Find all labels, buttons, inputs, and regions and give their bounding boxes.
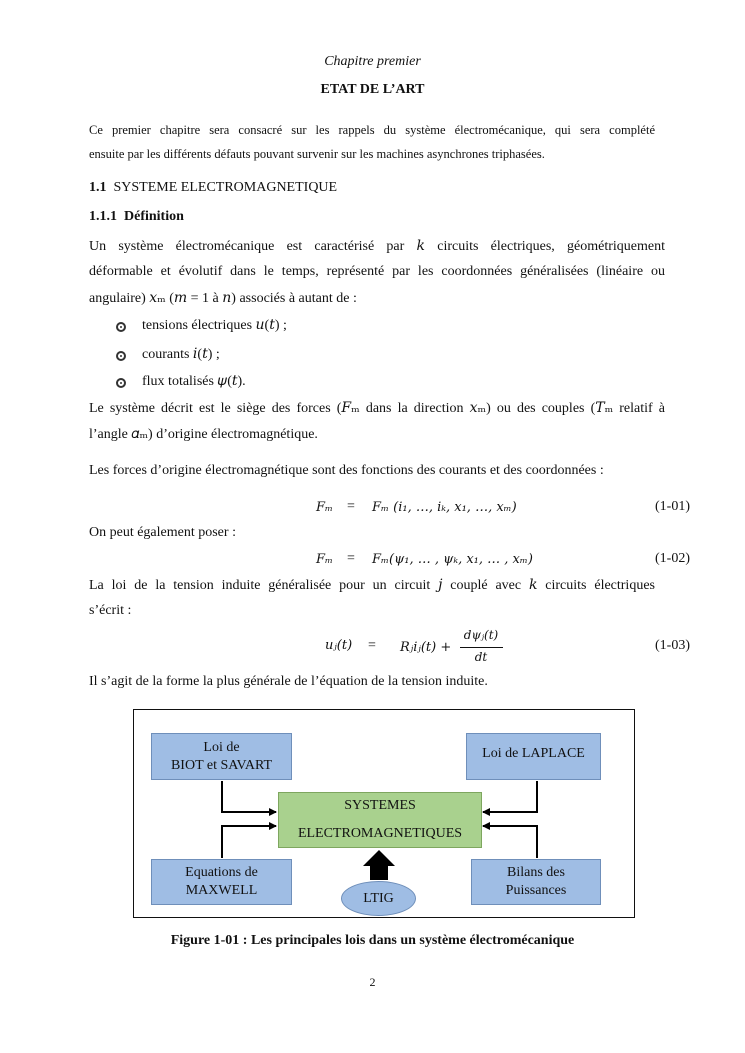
laplace-label: Loi de LAPLACE — [482, 746, 585, 761]
para2-line-2: l’angle 𝛼ₘ) d’origine électromagnétique. — [89, 427, 318, 442]
eq1-number: (1-01) — [655, 499, 690, 514]
chapter-title: ETAT DE L’ART — [320, 82, 425, 97]
box-systemes-electromagnetiques — [278, 792, 482, 848]
eq3-rhs: 𝑅ⱼ𝑖ⱼ(𝑡) + — [400, 640, 452, 655]
chapter-label: Chapitre premier — [324, 54, 421, 69]
para1-line-2: déformable et évolutif dans le temps, représenté par les coordonnées généralisées (linéaire ou — [89, 264, 665, 279]
subsection-number: 1.1.1 — [89, 209, 117, 224]
maxwell-line-2: MAXWELL — [185, 883, 258, 898]
subsection-title: Définition — [124, 209, 184, 224]
para5-line-2: s’écrit : — [89, 603, 132, 618]
eq2-rhs: 𝐹ₘ(𝜓₁, … , 𝜓ₖ, 𝑥₁, … , 𝑥ₘ) — [372, 552, 533, 567]
bilans-line-2: Puissances — [505, 883, 567, 898]
arrow-biot-to-center — [222, 781, 276, 812]
eq1-equals: = — [347, 499, 355, 514]
biot-line-2: BIOT et SAVART — [170, 757, 273, 773]
eq2-number: (1-02) — [655, 551, 690, 566]
box-laplace — [466, 733, 601, 780]
eq3-equals: = — [368, 638, 376, 653]
bullet-item-3: flux totalisés 𝜓(𝑡). — [142, 374, 246, 389]
para2-line-1: Le système décrit est le siège des forces (𝐹ₘ dans la direction 𝑥ₘ) ou des couples (𝑇ₘ relatif à — [89, 401, 665, 416]
arrow-maxwell-to-center — [222, 826, 276, 858]
arrow-laplace-to-center — [483, 781, 537, 812]
bullet-item-2: courants 𝑖(𝑡) ; — [142, 347, 220, 362]
arrow-ltig-to-center — [363, 850, 395, 880]
para6: Il s’agit de la forme la plus générale de l’équation de la tension induite. — [89, 674, 488, 689]
center-line-2: ELECTROMAGNETIQUES — [297, 826, 463, 841]
center-line-1: SYSTEMES — [344, 798, 416, 813]
box-biot-savart — [151, 733, 292, 780]
ltig-label: LTIG — [363, 890, 394, 906]
eq1-lhs: 𝐹ₘ — [316, 500, 333, 515]
intro-line-1: Ce premier chapitre sera consacré sur les rappels du système électromécanique, qui sera complété — [89, 123, 655, 137]
maxwell-line-1: Equations de — [185, 865, 258, 880]
eq2-lhs: 𝐹ₘ — [316, 552, 333, 567]
eq3-fraction-numerator: 𝑑𝜓ⱼ(𝑡) — [463, 628, 499, 642]
intro-line-2: ensuite par les différents défauts pouvant survenir sur les machines asynchrones triphasées. — [89, 147, 545, 161]
eq3-lhs: 𝑢ⱼ(𝑡) — [325, 638, 353, 653]
biot-line-1: Loi de — [203, 739, 240, 755]
section-title: SYSTEME ELECTROMAGNETIQUE — [113, 180, 338, 195]
arrow-bilans-to-center — [483, 826, 537, 858]
eq2-equals: = — [347, 551, 355, 566]
para1-line-1: Un système électromécanique est caractérisé par 𝑘 circuits électriques, géométriquement — [89, 239, 665, 254]
para5-line-1: La loi de la tension induite généralisée pour un circuit 𝑗 couplé avec 𝑘 circuits électriques — [89, 578, 655, 593]
page-number: 2 — [369, 975, 376, 989]
para4: On peut également poser : — [89, 525, 236, 540]
eq3-number: (1-03) — [655, 638, 690, 653]
box-bilans-puissances — [471, 859, 601, 905]
section-number: 1.1 — [89, 180, 107, 195]
figure-caption: Figure 1-01 : Les principales lois dans un système électromécanique — [170, 933, 575, 948]
bilans-line-1: Bilans des — [507, 865, 565, 880]
para3: Les forces d’origine électromagnétique sont des fonctions des courants et des coordonnées : — [89, 463, 604, 478]
eq1-rhs: 𝐹ₘ (𝑖₁, …, 𝑖ₖ, 𝑥₁, …, 𝑥ₘ) — [372, 500, 517, 515]
ellipse-ltig — [341, 881, 416, 916]
eq3-fraction-denominator: 𝑑𝑡 — [474, 650, 488, 664]
bullet-item-1: tensions électriques 𝑢(𝑡) ; — [142, 318, 287, 333]
para1-line-3: angulaire) 𝑥ₘ (𝑚 = 1 à 𝑛) associés à autant de : — [89, 291, 357, 306]
box-maxwell — [151, 859, 292, 905]
